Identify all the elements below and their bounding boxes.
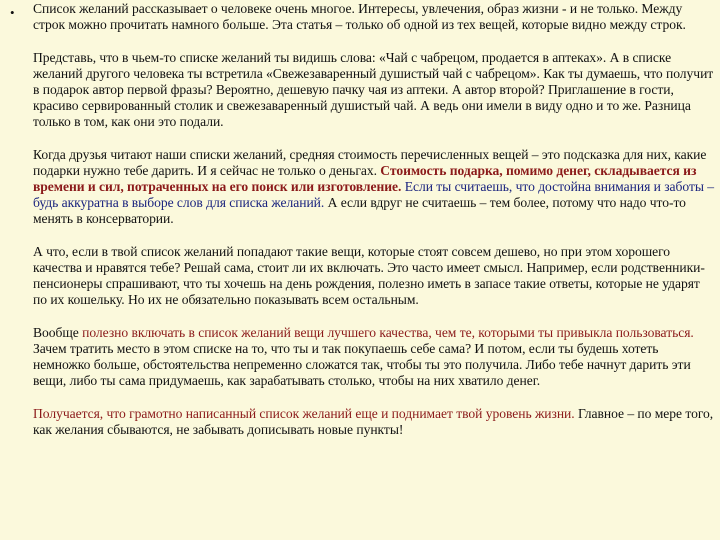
conclusion-rest: Главное – по мере того, как желания сбываются, не забывать дописывать новые пункты! bbox=[33, 406, 714, 437]
paragraph-tea-example: Представь, что в чьем-то списке желаний ты видишь слова: «Чай с чабрецом, продается в аптеках». А в списке желаний другого человека ты встретила «Свежезаваренный душистый чай с чабрецом». Как ты думаешь, что получит в подарок автор первой фразы? Вероятно, дешевую пачку чая из аптеки. А автор второй? Приглашение в гости, красиво сервированный столик и свежезаваренный душистый чай. А ведь они имели в виду одно и то же. Разница только в том, как они это подали. bbox=[33, 50, 714, 129]
gift-cost-text: Когда друзья читают наши списки желаний, средняя стоимость перечисленных вещей – это подсказка для них, какие подарки нужно тебе дарить. И я сейчас не только о деньгах. bbox=[33, 147, 707, 178]
quality-rest: Зачем тратить место в этом списке на то, что ты и так покупаешь себе сама? И потом, если ты будешь хотеть немножко больше, обстоятельства непременно сложатся так, чтобы ты это получила. Либо тебе начнут дарить эти вещи, либо ты сама придумаешь, как зарабатывать столько, чтобы на них хватило денег. bbox=[33, 341, 691, 388]
article-body bbox=[33, 1, 715, 438]
gift-cost-bold-highlight: Стоимость подарка, помимо денег, складывается из времени и сил, потраченных на его поиск или изготовление. bbox=[33, 163, 697, 194]
bullet-marker: • bbox=[10, 5, 15, 20]
quality-highlight: полезно включать в список желаний вещи лучшего качества, чем те, которыми ты привыкла пользоваться. bbox=[82, 325, 694, 340]
paragraph-cheap-items: А что, если в твой список желаний попадают такие вещи, которые стоят совсем дешево, но при этом хорошего качества и нравятся тебе? Решай сама, стоит ли их включать. Это часто имеет смысл. Например, если родственники-пенсионеры спрашивают, что ты хочешь на день рождения, полезно иметь в запасе такие ответы, которые не ударят по их кошельку. Но их не обязательно показывать всем остальным. bbox=[33, 244, 705, 307]
gift-cost-advice-highlight: Если ты считаешь, что достойна внимания и заботы – будь аккуратна в выборе слов для списка желаний. bbox=[33, 179, 715, 210]
paragraph-intro: Список желаний рассказывает о человеке очень многое. Интересы, увлечения, образ жизни - и не только. Между строк можно прочитать намного больше. Эта статья – только об одной из тех вещей, которые видно между строк. bbox=[33, 1, 686, 32]
gift-cost-ending: А если вдруг не считаешь – тем более, потому что надо что-то менять в консерватории. bbox=[33, 195, 686, 226]
paragraph-gift-cost bbox=[33, 147, 715, 227]
quality-lead: Вообще bbox=[33, 325, 83, 340]
paragraph-conclusion bbox=[33, 406, 715, 438]
paragraph-quality bbox=[33, 325, 715, 389]
conclusion-highlight: Получается, что грамотно написанный список желаний еще и поднимает твой уровень жизни. bbox=[33, 406, 575, 421]
